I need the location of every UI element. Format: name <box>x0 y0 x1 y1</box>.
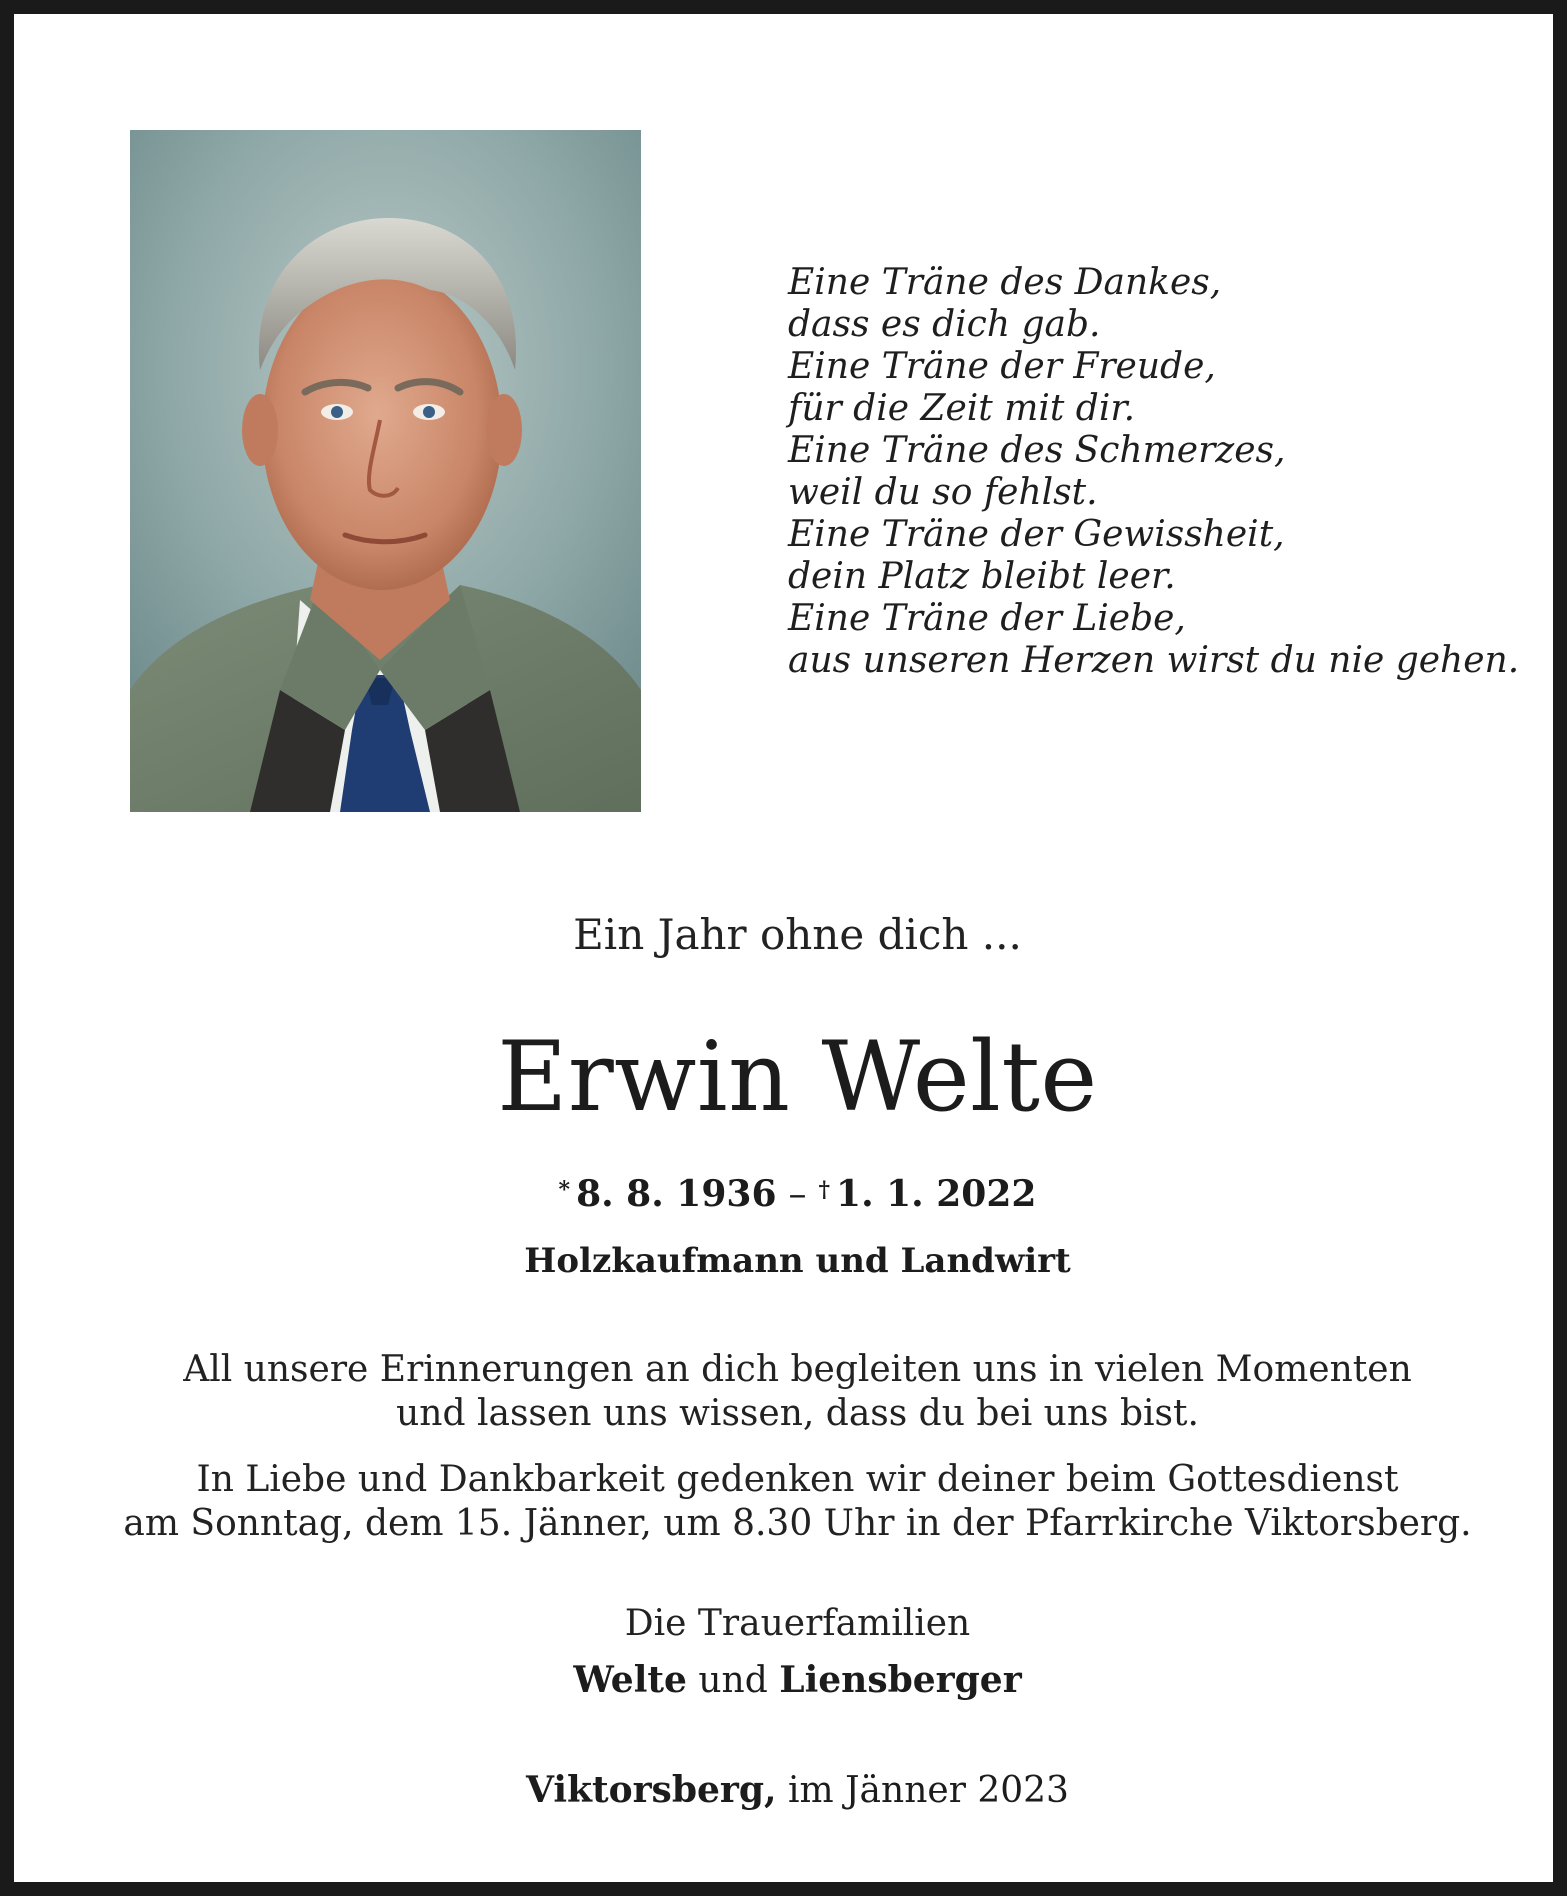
family-name-2: Liensberger <box>779 1659 1022 1701</box>
service-line-1: In Liebe und Dankbarkeit gedenken wir deiner beim Gottesdienst <box>196 1459 1399 1500</box>
memory-text <box>28 1348 1567 1436</box>
deceased-name: Erwin Welte <box>497 1021 1098 1133</box>
place-date: im Jänner 2023 <box>788 1770 1069 1811</box>
family-connector: und <box>698 1660 768 1701</box>
memory-line-2: und lassen uns wissen, dass du bei uns bist. <box>396 1393 1199 1434</box>
poem-line: für die Zeit mit dir. <box>788 388 1136 429</box>
portrait-photo <box>130 130 641 812</box>
family-names <box>28 1658 1567 1703</box>
poem-line: Eine Träne der Freude, <box>788 346 1216 387</box>
date-separator: – <box>788 1174 807 1215</box>
poem-line: Eine Träne der Liebe, <box>788 598 1186 639</box>
place-town: Viktorsberg, <box>526 1769 777 1811</box>
poem-line: Eine Träne der Gewissheit, <box>788 514 1285 555</box>
memory-line-1: All unsere Erinnerungen an dich begleiten uns in vielen Momenten <box>183 1349 1412 1390</box>
family-name-1: Welte <box>573 1659 687 1701</box>
birth-date: 8. 8. 1936 <box>576 1173 777 1215</box>
poem-line: Eine Träne des Schmerzes, <box>788 430 1286 471</box>
poem-line: dass es dich gab. <box>788 304 1101 345</box>
intro-text: Ein Jahr ohne dich ... <box>573 910 1022 959</box>
death-symbol: † <box>818 1177 831 1203</box>
poem-line: Eine Träne des Dankes, <box>788 262 1222 303</box>
poem-line: aus unseren Herzen wirst du nie gehen. <box>788 640 1520 681</box>
service-line-2: am Sonntag, dem 15. Jänner, um 8.30 Uhr in der Pfarrkirche Viktorsberg. <box>123 1503 1472 1544</box>
poem <box>788 262 1520 682</box>
poem-line: dein Platz bleibt leer. <box>788 556 1176 597</box>
families-label: Die Trauerfamilien <box>624 1603 971 1644</box>
profession: Holzkaufmann und Landwirt <box>524 1241 1071 1281</box>
life-dates <box>28 1172 1567 1217</box>
birth-symbol: * <box>558 1177 571 1203</box>
death-date: 1. 1. 2022 <box>836 1173 1037 1215</box>
service-text <box>28 1458 1567 1546</box>
poem-line: weil du so fehlst. <box>788 472 1098 513</box>
place-and-date <box>28 1768 1567 1813</box>
